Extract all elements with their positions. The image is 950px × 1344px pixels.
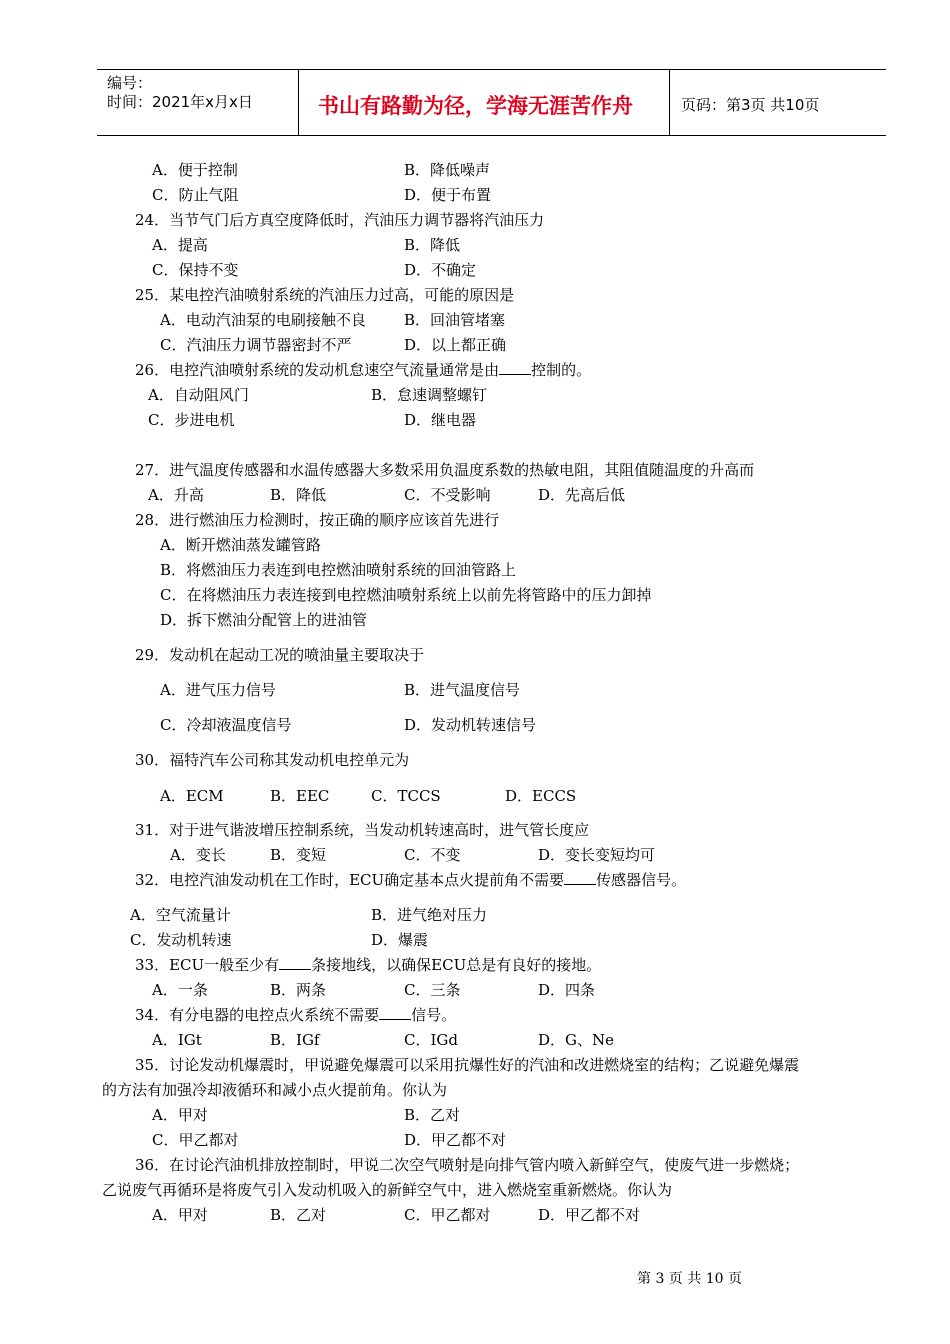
q27-option-c: C．不受影响 bbox=[404, 486, 491, 504]
header-divider-left bbox=[298, 69, 299, 135]
header-divider-right bbox=[669, 69, 670, 135]
q26-option-d: D．继电器 bbox=[404, 411, 477, 429]
q23-option-b: B．降低噪声 bbox=[404, 161, 491, 179]
q35-option-d: D．甲乙都不对 bbox=[404, 1131, 507, 1149]
q34-option-c: C．IGd bbox=[404, 1031, 458, 1049]
q29-option-b: B．进气温度信号 bbox=[404, 681, 521, 699]
q24-option-c: C．保持不变 bbox=[152, 261, 239, 279]
q32-option-b: B．进气绝对压力 bbox=[371, 906, 488, 924]
q24-option-b: B．降低 bbox=[404, 236, 461, 254]
q31-stem: 31．对于进气谐波增压控制系统，当发动机转速高时，进气管长度应 bbox=[135, 821, 590, 839]
q24-stem: 24．当节气门后方真空度降低时，汽油压力调节器将汽油压力 bbox=[135, 211, 545, 229]
q26-option-b: B．怠速调整螺钉 bbox=[371, 386, 488, 404]
q30-option-d: D．ECCS bbox=[505, 787, 577, 805]
q31-option-a: A．变长 bbox=[170, 846, 226, 864]
q34-option-b: B．IGf bbox=[270, 1031, 320, 1049]
q30-option-b: B．EEC bbox=[270, 787, 330, 805]
q35-option-a: A．甲对 bbox=[152, 1106, 208, 1124]
q32-stem bbox=[135, 870, 686, 890]
q27-option-d: D．先高后低 bbox=[538, 486, 626, 504]
q34-blank bbox=[379, 1005, 411, 1020]
q33-blank bbox=[279, 955, 311, 970]
header-time-label: 时间：2021年x月x日 bbox=[107, 93, 253, 111]
q35-option-c: C．甲乙都对 bbox=[152, 1131, 239, 1149]
q27-option-b: B．降低 bbox=[270, 486, 327, 504]
q25-option-b: B．回油管堵塞 bbox=[404, 311, 506, 329]
q33-stem-text: 33．ECU一般至少有 bbox=[135, 956, 280, 974]
q29-option-a: A．进气压力信号 bbox=[160, 681, 276, 699]
header-bottom-rule bbox=[97, 135, 886, 136]
q28-option-d: D．拆下燃油分配管上的进油管 bbox=[160, 611, 368, 629]
q32-option-a: A．空气流量计 bbox=[130, 906, 231, 924]
header-page-label: 页码：第3页 共10页 bbox=[681, 96, 820, 114]
q36-stem: 36．在讨论汽油机排放控制时，甲说二次空气喷射是向排气管内喷入新鲜空气，使废气进一步燃烧； bbox=[135, 1156, 800, 1174]
page-footer: 第 3 页 共 10 页 bbox=[637, 1271, 742, 1287]
q34-stem-tail: 信号。 bbox=[411, 1006, 457, 1024]
header-motto: 书山有路勤为径，学海无涯苦作舟 bbox=[318, 94, 633, 118]
q33-stem bbox=[135, 955, 601, 975]
q36-option-c: C．甲乙都对 bbox=[404, 1206, 491, 1224]
q30-option-a: A．ECM bbox=[160, 787, 224, 805]
q35-option-b: B．乙对 bbox=[404, 1106, 461, 1124]
q26-blank bbox=[499, 360, 531, 375]
q34-stem-text: 34．有分电器的电控点火系统不需要 bbox=[135, 1006, 380, 1024]
q23-option-c: C．防止气阻 bbox=[152, 186, 239, 204]
q34-stem bbox=[135, 1005, 456, 1025]
q35-stem-continued: 的方法有加强冷却液循环和减小点火提前角。你认为 bbox=[102, 1081, 448, 1099]
q24-option-d: D．不确定 bbox=[404, 261, 477, 279]
q33-option-a: A．一条 bbox=[152, 981, 208, 999]
q24-option-a: A．提高 bbox=[152, 236, 208, 254]
q36-option-d: D．甲乙都不对 bbox=[538, 1206, 641, 1224]
q36-option-a: A．甲对 bbox=[152, 1206, 208, 1224]
q23-option-d: D．便于布置 bbox=[404, 186, 492, 204]
q26-stem-tail: 控制的。 bbox=[531, 361, 592, 379]
q32-option-c: C．发动机转速 bbox=[130, 931, 232, 949]
q33-stem-tail: 条接地线，以确保ECU总是有良好的接地。 bbox=[311, 956, 602, 974]
q26-stem-text: 26．电控汽油喷射系统的发动机怠速空气流量通常是由 bbox=[135, 361, 500, 379]
q28-option-b: B．将燃油压力表连到电控燃油喷射系统的回油管路上 bbox=[160, 561, 517, 579]
q32-option-d: D．爆震 bbox=[371, 931, 429, 949]
q30-option-c: C．TCCS bbox=[371, 787, 441, 805]
q32-blank bbox=[564, 870, 596, 885]
q32-stem-tail: 传感器信号。 bbox=[596, 871, 687, 889]
q25-option-c: C．汽油压力调节器密封不严 bbox=[160, 336, 352, 354]
q25-stem: 25．某电控汽油喷射系统的汽油压力过高，可能的原因是 bbox=[135, 286, 515, 304]
q31-option-d: D．变长变短均可 bbox=[538, 846, 656, 864]
q33-option-c: C．三条 bbox=[404, 981, 461, 999]
header-number-label: 编号： bbox=[107, 74, 153, 92]
q28-option-c: C．在将燃油压力表连接到电控燃油喷射系统上以前先将管路中的压力卸掉 bbox=[160, 586, 652, 604]
q25-option-d: D．以上都正确 bbox=[404, 336, 507, 354]
q28-option-a: A．断开燃油蒸发罐管路 bbox=[160, 536, 321, 554]
q33-option-b: B．两条 bbox=[270, 981, 327, 999]
q36-stem-continued: 乙说废气再循环是将废气引入发动机吸入的新鲜空气中，进入燃烧室重新燃烧。你认为 bbox=[102, 1181, 673, 1199]
q34-option-a: A．IGt bbox=[152, 1031, 202, 1049]
q32-stem-text: 32．电控汽油发动机在工作时，ECU确定基本点火提前角不需要 bbox=[135, 871, 565, 889]
q26-stem bbox=[135, 360, 591, 380]
q27-stem: 27．进气温度传感器和水温传感器大多数采用负温度系数的热敏电阻，其阻值随温度的升高而 bbox=[135, 461, 755, 479]
q31-option-c: C．不变 bbox=[404, 846, 461, 864]
q35-stem: 35．讨论发动机爆震时，甲说避免爆震可以采用抗爆性好的汽油和改进燃烧室的结构；乙说避免爆震 bbox=[135, 1056, 800, 1074]
q30-stem: 30．福特汽车公司称其发动机电控单元为 bbox=[135, 751, 410, 769]
q33-option-d: D．四条 bbox=[538, 981, 596, 999]
q25-option-a: A．电动汽油泵的电刷接触不良 bbox=[160, 311, 366, 329]
q29-stem: 29．发动机在起动工况的喷油量主要取决于 bbox=[135, 646, 425, 664]
q28-stem: 28．进行燃油压力检测时，按正确的顺序应该首先进行 bbox=[135, 511, 500, 529]
header-top-rule bbox=[97, 69, 886, 70]
q29-option-d: D．发动机转速信号 bbox=[404, 716, 537, 734]
q23-option-a: A．便于控制 bbox=[152, 161, 238, 179]
q29-option-c: C．冷却液温度信号 bbox=[160, 716, 292, 734]
q31-option-b: B．变短 bbox=[270, 846, 327, 864]
q27-option-a: A．升高 bbox=[148, 486, 204, 504]
q36-option-b: B．乙对 bbox=[270, 1206, 327, 1224]
q26-option-a: A．自动阻风门 bbox=[148, 386, 249, 404]
q34-option-d: D．G、Ne bbox=[538, 1031, 615, 1049]
q26-option-c: C．步进电机 bbox=[148, 411, 235, 429]
